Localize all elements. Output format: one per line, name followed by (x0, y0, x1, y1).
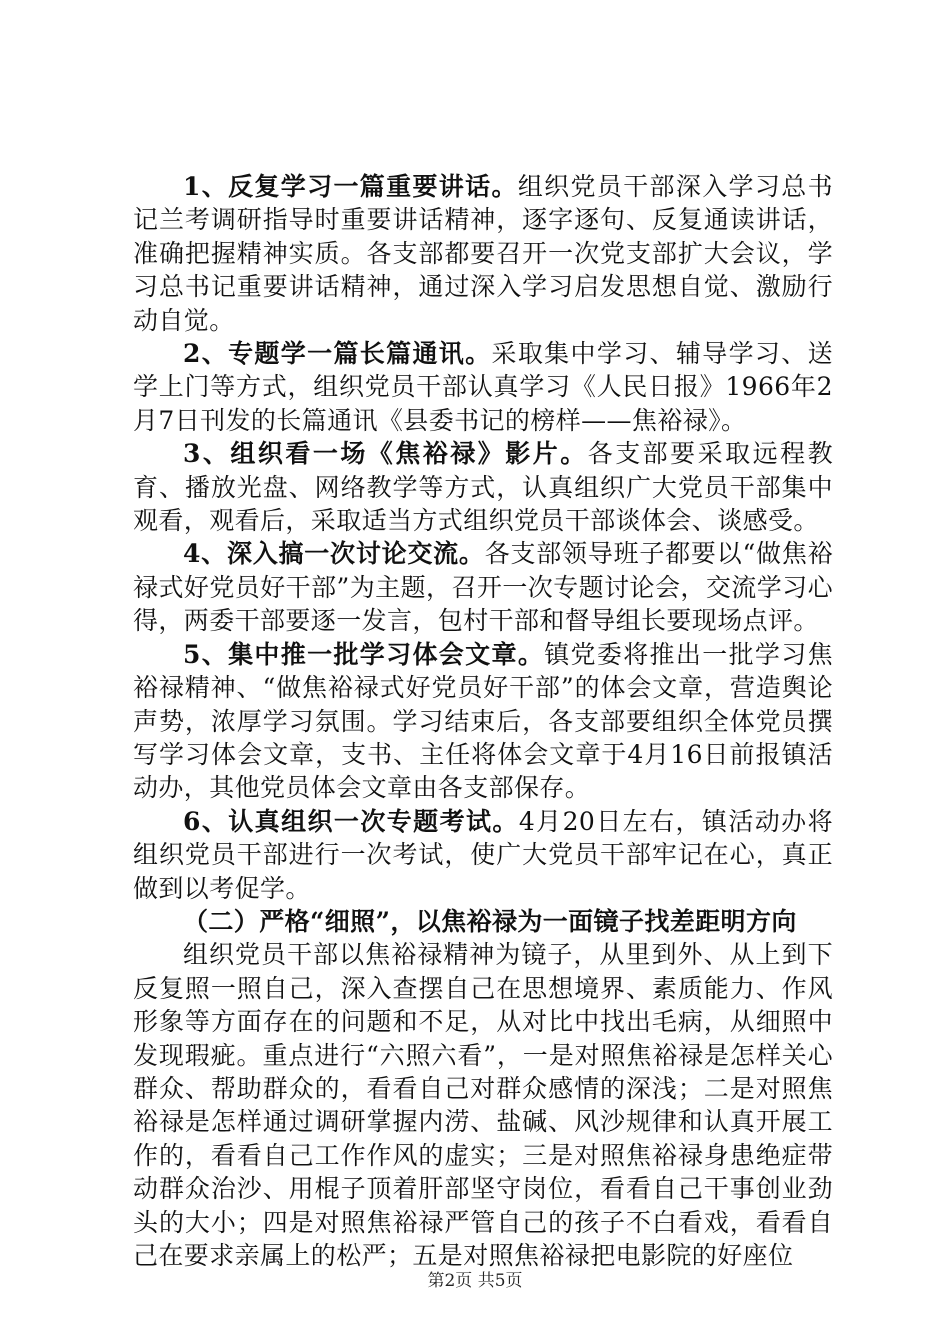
paragraph-3-lead: 3、组织看一场《焦裕禄》影片。 (183, 439, 588, 469)
paragraph-3 (133, 437, 833, 537)
paragraph-2-lead: 2、专题学一篇长篇通讯。 (183, 339, 492, 369)
paragraph-1-lead: 1、反复学习一篇重要讲话。 (183, 172, 518, 201)
section-body: 组织党员干部以焦裕禄精神为镜子，从里到外、从上到下反复照一照自己，深入查摆自己在思想境界、素质能力、作风形象等方面存在的问题和不足，从对比中找出毛病，从细照中发现瑕疵。重点进行“六照六看”，一是对照焦裕禄是怎样关心群众、帮助群众的，看看自己对群众感情的深浅；二是对照焦裕禄是怎样通过调研掌握内涝、盐碱、风沙规律和认真开展工作的，看看自己工作作风的虚实；三是对照焦裕禄身患绝症带动群众治沙、用棍子顶着肝部坚守岗位，看看自己干事创业劲头的大小；四是对照焦裕禄严管自己的孩子不白看戏，看看自己在要求亲属上的松严；五是对照焦裕禄把电影院的好座位 (133, 940, 833, 1270)
paragraph-6-body: 4月20日左右，镇活动办将组织党员干部进行一次考试，使广大党员干部牢记在心，真正做到以考促学。 (133, 806, 833, 903)
paragraph-1-body: 组织党员干部深入学习总书记兰考调研指导时重要讲话精神，逐字逐句、反复通读讲话，准确把握精神实质。各支部都要召开一次党支部扩大会议，学习总书记重要讲话精神，通过深入学习启发思想自觉、激励行动自觉。 (133, 172, 833, 335)
paragraph-1 (133, 170, 833, 337)
paragraph-6-lead: 6、认真组织一次专题考试。 (183, 806, 519, 836)
paragraph-4-lead: 4、深入搞一次讨论交流。 (183, 539, 485, 569)
paragraph-4 (133, 537, 833, 637)
document-body (133, 170, 833, 1272)
paragraph-5 (133, 638, 833, 805)
paragraph-2-body: 采取集中学习、辅导学习、送学上门等方式，组织党员干部认真学习《人民日报》1966年2月7日刊发的长篇通讯《县委书记的榜样——焦裕禄》。 (133, 339, 833, 435)
paragraph-3-body: 各支部要采取远程教育、播放光盘、网络教学等方式，认真组织广大党员干部集中观看，观看后，采取适当方式组织党员干部谈体会、谈感受。 (133, 439, 833, 536)
page-footer: 第2页 共5页 (427, 1271, 523, 1291)
paragraph-4-body: 各支部领导班子都要以“做焦裕禄式好党员好干部”为主题，召开一次专题讨论会，交流学习心得，两委干部要逐一发言，包村干部和督导组长要现场点评。 (133, 539, 833, 636)
paragraph-5-body: 镇党委将推出一批学习焦裕禄精神、“做焦裕禄式好党员好干部”的体会文章，营造舆论声势，浓厚学习氛围。学习结束后，各支部要组织全体党员撰写学习体会文章，支书、主任将体会文章于4月16日前报镇活动办，其他党员体会文章由各支部保存。 (133, 639, 834, 803)
paragraph-6 (133, 805, 833, 905)
paragraph-2 (133, 337, 833, 437)
section-heading: （二）严格“细照”，以焦裕禄为一面镜子找差距明方向 (183, 906, 797, 936)
paragraph-5-lead: 5、集中推一批学习体会文章。 (183, 639, 545, 669)
